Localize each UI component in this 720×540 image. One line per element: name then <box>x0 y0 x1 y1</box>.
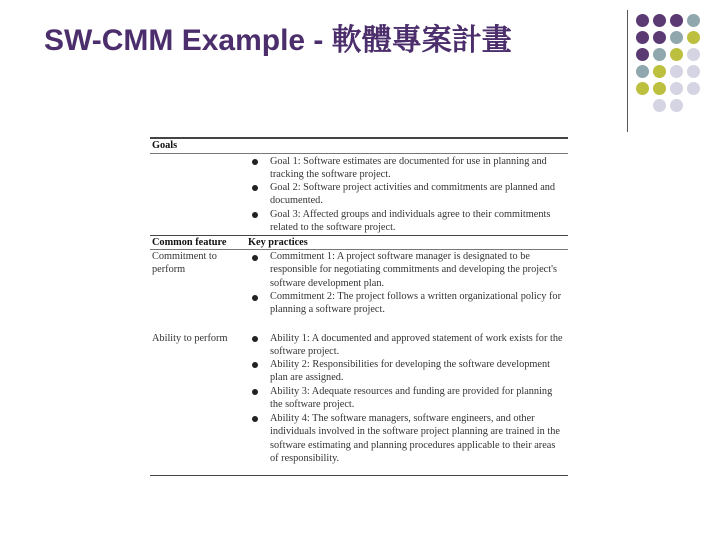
goal-item: Goal 1: Software estimates are documented for use in planning and tracking the software project. <box>270 156 547 181</box>
practice-item: Ability 4: The software managers, software engineers, and other individuals involved in the software project planning are trained in the software estimating and planning procedures applicable to their areas of responsibility. <box>270 413 560 465</box>
decor-dot <box>687 48 700 61</box>
decor-dot <box>687 31 700 44</box>
decor-dot <box>670 31 683 44</box>
bullet-icon <box>252 159 258 165</box>
goal-item: Goal 2: Software project activities and commitments are planned and documented. <box>270 182 556 207</box>
decor-dot <box>653 31 666 44</box>
practice-item: Commitment 1: A project software manager is designated to be responsible for negotiating commitments and developing the project's software development plan. <box>270 251 557 289</box>
decor-dot <box>687 82 700 95</box>
decor-dot <box>653 65 666 78</box>
decor-dot <box>636 48 649 61</box>
practice-item: Ability 1: A documented and approved statement of work exists for the software project. <box>270 333 563 358</box>
slide-title: SW-CMM Example - 軟體專案計畫 <box>44 24 512 57</box>
practice-item: Ability 2: Responsibilities for developing the software development plan are assigned. <box>270 359 550 384</box>
table-top-rule <box>150 137 568 139</box>
bullet-icon <box>252 362 258 368</box>
decor-dot <box>636 31 649 44</box>
practice-item: Commitment 2: The project follows a written organizational policy for planning a software project. <box>270 291 562 316</box>
goal-item: Goal 3: Affected groups and individuals agree to their commitments related to the software project. <box>270 209 551 234</box>
feature-commitment: Commitment to perform <box>152 251 217 276</box>
decor-dot <box>636 14 649 27</box>
decor-dot <box>653 14 666 27</box>
bullet-icon <box>252 212 258 218</box>
decor-dot <box>653 82 666 95</box>
practice-item: Ability 3: Adequate resources and funding are provided for planning the software project. <box>270 386 553 411</box>
decor-dot <box>636 65 649 78</box>
decor-dot <box>687 14 700 27</box>
cmm-table <box>150 137 568 477</box>
decor-dot <box>670 48 683 61</box>
practices-header: Key practices <box>248 237 308 248</box>
decor-divider <box>627 10 628 132</box>
bullet-icon <box>252 336 258 342</box>
decor-dot <box>653 99 666 112</box>
decor-dot <box>687 65 700 78</box>
feature-header: Common feature <box>152 237 227 248</box>
bullet-icon <box>252 389 258 395</box>
goals-header-rule <box>150 153 568 154</box>
decor-dot <box>670 65 683 78</box>
feature-ability: Ability to perform <box>152 333 228 344</box>
decor-dot <box>670 82 683 95</box>
decor-dot <box>670 14 683 27</box>
goals-header: Goals <box>152 140 178 151</box>
bullet-icon <box>252 416 258 422</box>
decor-dot <box>653 48 666 61</box>
decor-dot <box>636 82 649 95</box>
bullet-icon <box>252 255 258 261</box>
decor-dot <box>670 99 683 112</box>
bullet-icon <box>252 295 258 301</box>
bullet-icon <box>252 185 258 191</box>
table-bottom-rule <box>150 475 568 476</box>
